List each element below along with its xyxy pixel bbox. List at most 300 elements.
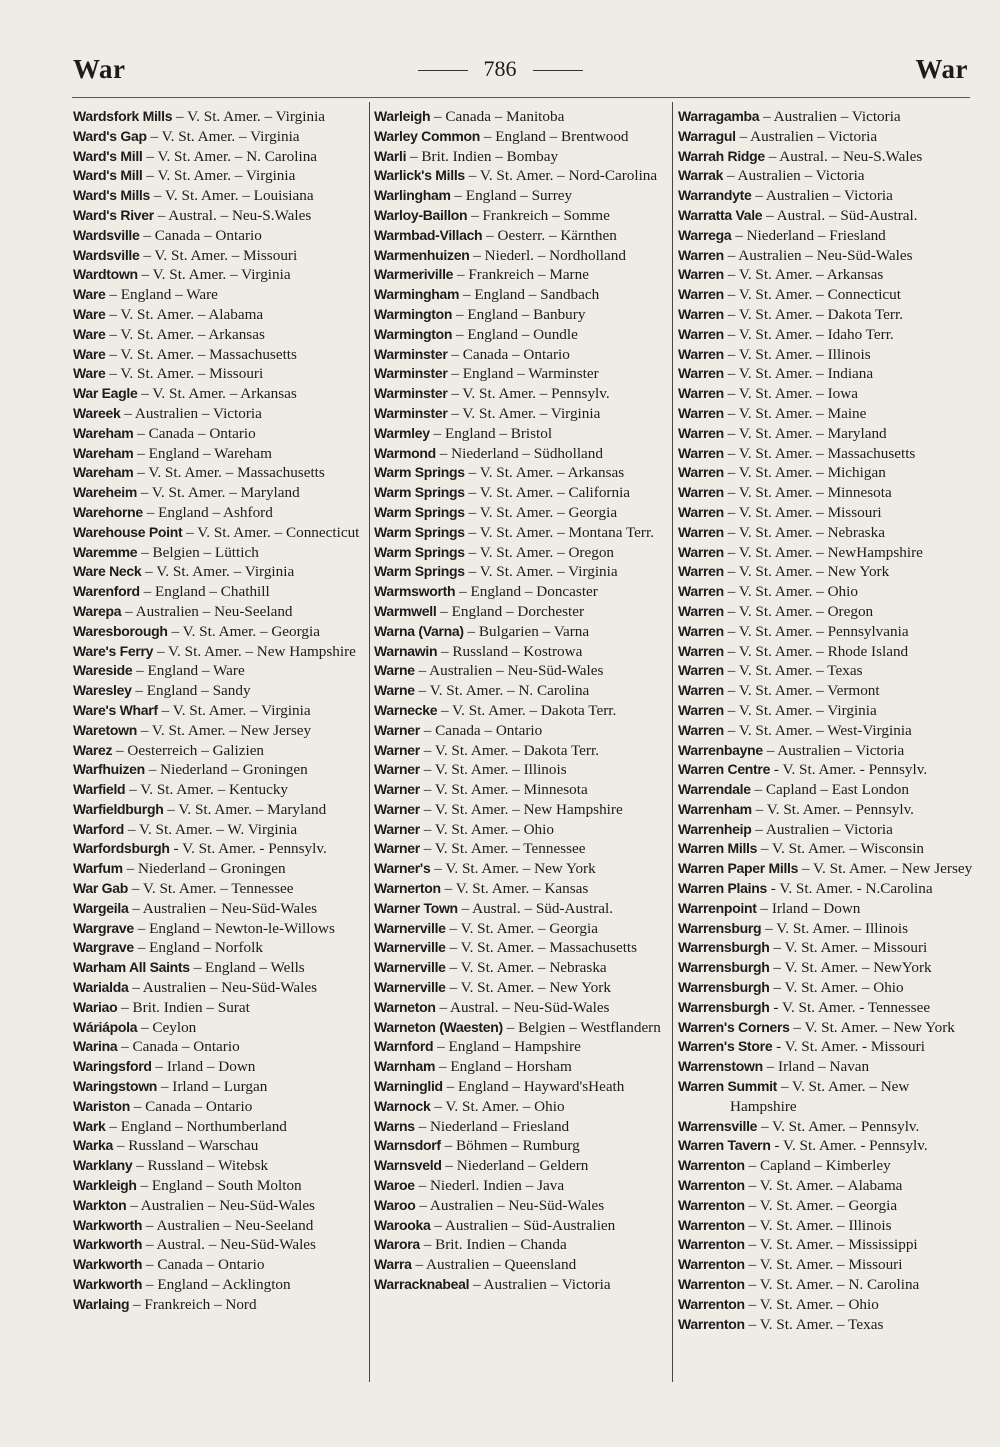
gazetteer-entry [678, 1037, 974, 1057]
gazetteer-entry [73, 622, 369, 642]
entry-headword: Warialda [73, 979, 129, 996]
gazetteer-entry [374, 899, 670, 919]
gazetteer-entry [374, 859, 670, 879]
gazetteer-entry [73, 978, 369, 998]
entry-location: – V. St. Amer. – Maryland [167, 800, 327, 818]
gazetteer-entry [678, 701, 974, 721]
gazetteer-entry [374, 1117, 670, 1137]
entry-location: – V. St. Amer. – Tennessee [423, 840, 586, 858]
entry-location: – V. St. Amer. – Ohio [434, 1097, 565, 1115]
entry-location: – Austral. – Neu-Süd-Wales [145, 1236, 316, 1254]
entry-location: – V. St. Amer. – Dakota Terr. [441, 701, 617, 719]
gazetteer-entry [374, 820, 670, 840]
entry-headword: Wareham [73, 444, 134, 461]
entry-location: - V. St. Amer. - N.Carolina [770, 880, 933, 898]
entry-headword: Warnford [374, 1038, 434, 1055]
gazetteer-entry [678, 1196, 974, 1216]
entry-headword: Warka [73, 1137, 114, 1154]
entry-headword: Warren [678, 305, 724, 322]
entry-location: – Canada – Ontario [451, 345, 570, 363]
entry-location: – Frankreich – Marne [456, 266, 589, 284]
entry-location: – Austral. – Süd-Austral. [461, 899, 614, 917]
entry-headword: Warren's Corners [678, 1018, 790, 1035]
entry-headword: Warratta Vale [678, 206, 763, 223]
entry-headword: Warminster [374, 385, 448, 402]
entry-location: – Irland – Lurgan [160, 1078, 268, 1096]
entry-location: – Niederl. Indien – Java [418, 1177, 565, 1195]
entry-headword: Warli [374, 147, 407, 164]
entry-headword: Warns [374, 1117, 415, 1134]
entry-headword: Warnerville [374, 959, 446, 976]
entry-headword: Warrenton [678, 1256, 745, 1273]
entry-location: - V. St. Amer. - Tennessee [773, 998, 931, 1016]
entry-location: – V. St. Amer. – California [468, 484, 631, 502]
entry-location: – Australien – Neu-Süd-Wales [130, 1196, 315, 1214]
entry-location: – Australien – Neu-Seeland [145, 1216, 314, 1234]
gazetteer-entry [73, 741, 369, 761]
entry-location: – V. St. Amer. – Virginia [176, 108, 326, 125]
entry-headword: Warnerton [374, 880, 441, 897]
gazetteer-entry [73, 265, 369, 285]
gazetteer-entry [678, 345, 974, 365]
entry-location: – Australien – Queensland [415, 1256, 577, 1274]
entry-location: – England – Horsham [438, 1058, 572, 1076]
entry-location: – England – South Molton [140, 1177, 302, 1195]
entry-location: – V. St. Amer. – Pennsylv. [760, 1117, 920, 1135]
gazetteer-entry [678, 305, 974, 325]
entry-headword: Warren [678, 345, 724, 362]
entry-location: – England – Sandbach [462, 286, 600, 304]
entry-location: – England – Ashford [146, 503, 273, 521]
gazetteer-entry [374, 938, 670, 958]
entry-location: – Australien – Neu-Süd-Wales [418, 662, 604, 680]
entry-location: – V. St. Amer. – Ohio [423, 820, 554, 838]
entry-location: – V. St. Amer. – Massachusetts [137, 464, 325, 482]
entry-location: – V. St. Amer. – Dakota Terr. [727, 305, 903, 323]
gazetteer-entry [374, 503, 670, 523]
entry-location: – Canada – Ontario [145, 1256, 265, 1274]
gazetteer-entry [73, 384, 369, 404]
gazetteer-entry [73, 1057, 369, 1077]
entry-headword: Warneton [374, 998, 436, 1015]
column-divider [369, 102, 370, 1382]
gazetteer-entry [374, 1216, 670, 1236]
entry-headword: Wareham [73, 424, 134, 441]
entry-headword: Warneton (Waesten) [374, 1018, 503, 1035]
entry-headword: Wariston [73, 1097, 130, 1114]
entry-location: – V. St. Amer. – New Hampshire [156, 642, 356, 660]
gazetteer-entry [678, 404, 974, 424]
gazetteer-entry [374, 1097, 670, 1117]
entry-location: – V. St. Amer. – Missouri [748, 1256, 903, 1274]
entry-headword: Warmington [374, 305, 453, 322]
gazetteer-entry [374, 463, 670, 483]
gazetteer-entry [374, 800, 670, 820]
entry-location: – Canada – Ontario [423, 721, 543, 739]
entry-headword: Ware's Wharf [73, 701, 158, 718]
entry-headword: Warnham [374, 1058, 436, 1075]
entry-headword: Warrandyte [678, 187, 752, 204]
entry-location: – V. St. Amer. – Illinois [748, 1216, 892, 1234]
entry-headword: Warm Springs [374, 543, 465, 560]
gazetteer-entry [374, 780, 670, 800]
gazetteer-entry [678, 444, 974, 464]
entry-location: – Australien – Neu-Süd-Wales [132, 979, 318, 997]
entry-headword: Warfield [73, 781, 126, 798]
entry-location: – V. St. Amer. – Virginia [727, 701, 877, 719]
entry-headword: Warkleigh [73, 1177, 137, 1194]
gazetteer-entry [678, 938, 974, 958]
entry-location: – V. St. Amer. – Virginia [146, 167, 296, 185]
entry-location: – V. St. Amer. – Ohio [748, 1295, 879, 1313]
gazetteer-entry [374, 1275, 670, 1295]
entry-location: - V. St. Amer. - Pennsylv. [173, 840, 327, 858]
gazetteer-entry [73, 1275, 369, 1295]
entry-location: – V. St. Amer. – Oregon [727, 602, 874, 620]
entry-location: – England – Newton-le-Willows [137, 919, 335, 937]
entry-headword: Warrensburgh [678, 939, 770, 956]
entry-location: – Niederland – Friesland [418, 1117, 570, 1135]
entry-headword: Warmeriville [374, 266, 454, 283]
entry-headword: Warren [678, 246, 724, 263]
entry-headword: Waringstown [73, 1078, 158, 1095]
gazetteer-entry [374, 285, 670, 305]
entry-headword: Wargeila [73, 899, 129, 916]
entry-location: – V. St. Amer. – Massachusetts [109, 345, 297, 363]
entry-headword: Wardtown [73, 266, 138, 283]
entry-location: – Canada – Manitoba [434, 108, 565, 125]
entry-headword: Warrendale [678, 781, 751, 798]
entry-location: – Capland – East London [754, 781, 909, 799]
entry-location: – England – Acklington [145, 1276, 291, 1294]
gazetteer-entry [73, 147, 369, 167]
entry-headword: Warfordsburgh [73, 840, 170, 857]
gazetteer-entry [73, 642, 369, 662]
entry-headword: Warne [374, 682, 415, 699]
gazetteer-entry [678, 820, 974, 840]
entry-headword: Warrah Ridge [678, 147, 765, 164]
gazetteer-entry [73, 1037, 369, 1057]
entry-headword: Warren [678, 484, 724, 501]
entry-headword: Warepa [73, 602, 122, 619]
gazetteer-entry [374, 1136, 670, 1156]
entry-headword: Warkworth [73, 1276, 143, 1293]
entry-location: – V. St. Amer. – Connecticut [727, 286, 901, 304]
entry-headword: Warren Mills [678, 840, 758, 857]
entry-headword: Ware [73, 305, 106, 322]
gazetteer-entry [374, 246, 670, 266]
entry-location: – Australien – Victoria [124, 404, 262, 422]
gazetteer-entry [374, 562, 670, 582]
entry-headword: Warooka [374, 1216, 431, 1233]
gazetteer-entry [678, 107, 974, 127]
gazetteer-entry [374, 701, 670, 721]
column-divider [672, 102, 673, 1382]
entry-headword: Warnock [374, 1097, 431, 1114]
entry-location: – V. St. Amer. – Indiana [727, 365, 874, 383]
entry-headword: Warner's [374, 860, 431, 877]
entry-location: – Canada – Ontario [137, 424, 256, 442]
gazetteer-entry [73, 325, 369, 345]
entry-headword: Ward's Mill [73, 167, 143, 184]
gazetteer-entry [678, 364, 974, 384]
gazetteer-entry [678, 1057, 974, 1077]
gazetteer-entry [374, 424, 670, 444]
entry-headword: Wark [73, 1117, 106, 1134]
gazetteer-entry [374, 1255, 670, 1275]
entry-location: – V. St. Amer. – Louisiana [153, 187, 314, 205]
entry-headword: Warren Summit [678, 1078, 778, 1095]
entry-headword: War Eagle [73, 385, 138, 402]
entry-location: – Brit. Indien – Chanda [423, 1236, 567, 1254]
entry-headword: Wardsville [73, 226, 140, 243]
entry-headword: Warlaing [73, 1295, 130, 1312]
gazetteer-entry [374, 602, 670, 622]
entry-headword: Warfieldburgh [73, 800, 164, 817]
gazetteer-entry [678, 1295, 974, 1315]
entry-location: – V. St. Amer. – Virginia [451, 404, 601, 422]
entry-location: – V. St. Amer. – Georgia [748, 1196, 898, 1214]
entry-headword: Warren [678, 543, 724, 560]
entry-location: – V. St. Amer. – Texas [748, 1315, 884, 1333]
gazetteer-entry [73, 1196, 369, 1216]
entry-headword: Ware [73, 365, 106, 382]
gazetteer-entry [73, 721, 369, 741]
entry-location: - V. St. Amer. - Pennsylv. [773, 761, 928, 779]
entry-headword: Wariao [73, 998, 118, 1015]
entry-location: – Niederland – Groningen [126, 860, 286, 878]
entry-headword: Warren [678, 404, 724, 421]
entry-location: – V. St. Amer. – Missouri [773, 939, 928, 957]
entry-location: – V. St. Amer. – Georgia [449, 919, 598, 937]
gazetteer-entry [73, 1018, 369, 1038]
entry-headword: Warkworth [73, 1216, 143, 1233]
entry-location: – V. St. Amer. – New Hampshire [423, 800, 623, 818]
entry-headword: Warren [678, 662, 724, 679]
entry-headword: Warne [374, 662, 415, 679]
entry-headword: Warrensburgh [678, 998, 770, 1015]
entry-headword: Warren Centre [678, 761, 771, 778]
header-dash-right [533, 70, 583, 71]
gazetteer-entry [678, 206, 974, 226]
entry-headword: Warley Common [374, 127, 481, 144]
entry-headword: Warrensburgh [678, 979, 770, 996]
entry-location: – V. St. Amer. – Arkansas [468, 464, 625, 482]
gazetteer-entry [73, 424, 369, 444]
entry-location: – Oesterreich – Galizien [116, 741, 265, 759]
gazetteer-entry [678, 226, 974, 246]
entry-location: – V. St. Amer. – Kansas [444, 880, 589, 898]
gazetteer-column-3 [678, 107, 974, 1334]
entry-location: – V. St. Amer. – Missouri [727, 503, 882, 521]
gazetteer-entry [678, 978, 974, 998]
entry-headword: Warrensville [678, 1117, 758, 1134]
gazetteer-entry [73, 404, 369, 424]
entry-headword: Warren [678, 424, 724, 441]
gazetteer-entry [73, 582, 369, 602]
entry-headword: Warenford [73, 583, 140, 600]
gazetteer-entry [678, 1176, 974, 1196]
gazetteer-entry [73, 1295, 369, 1315]
entry-location: – V. St. Amer. – Maine [727, 404, 867, 422]
entry-headword: Warna (Varna) [374, 622, 464, 639]
gazetteer-entry [73, 1136, 369, 1156]
entry-headword: Warren's Store [678, 1038, 773, 1055]
gazetteer-entry [374, 166, 670, 186]
entry-headword: Waroo [374, 1196, 416, 1213]
entry-location: – Niederl. – Nordholland [473, 246, 626, 264]
entry-location: – Frankreich – Nord [133, 1295, 257, 1313]
entry-headword: Wareheim [73, 484, 137, 501]
entry-location: – V. St. Amer. – New Jersey [140, 721, 312, 739]
entry-headword: Warren [678, 642, 724, 659]
entry-location: – Frankreich – Somme [471, 206, 610, 224]
gazetteer-entry [678, 839, 974, 859]
gazetteer-entry [374, 978, 670, 998]
gazetteer-entry [374, 345, 670, 365]
entry-headword: Warham All Saints [73, 959, 190, 976]
gazetteer-entry [678, 602, 974, 622]
entry-headword: Warmington [374, 325, 453, 342]
gazetteer-entry [73, 1077, 369, 1097]
gazetteer-entry [678, 523, 974, 543]
entry-location: – V. St. Amer. – Pennsylv. [451, 385, 610, 403]
entry-headword: Warner [374, 840, 420, 857]
gazetteer-entry [374, 760, 670, 780]
entry-headword: Warmley [374, 424, 430, 441]
entry-headword: Warloy-Baillon [374, 206, 468, 223]
gazetteer-entry [374, 1077, 670, 1097]
entry-headword: Warm Springs [374, 523, 465, 540]
entry-location: – V. St. Amer. – Idaho Terr. [727, 325, 894, 343]
gazetteer-entry [73, 681, 369, 701]
entry-headword: Warren [678, 464, 724, 481]
entry-headword: Waremme [73, 543, 138, 560]
gazetteer-entry [678, 166, 974, 186]
entry-location: – V. St. Amer. – N. Carolina [748, 1276, 920, 1294]
entry-location: – V. St. Amer. – Massachusetts [727, 444, 916, 462]
entry-location: – Australien – Neu-Süd-Wales [727, 246, 913, 264]
entry-location: – V. St. Amer. – Illinois [727, 345, 871, 363]
gazetteer-entry [73, 562, 369, 582]
gazetteer-entry [73, 859, 369, 879]
gazetteer-entry [678, 780, 974, 800]
gazetteer-entry [374, 186, 670, 206]
entry-location: – V. St. Amer. – Montana Terr. [468, 523, 654, 541]
gazetteer-entry [678, 622, 974, 642]
entry-location: – Niederland – Groningen [148, 761, 308, 779]
entry-location: – England – Surrey [454, 187, 573, 205]
gazetteer-entry [73, 246, 369, 266]
gazetteer-entry [374, 107, 670, 127]
gazetteer-entry [678, 1275, 974, 1295]
entry-location: – V. St. Amer. – Arkansas [727, 266, 884, 284]
entry-headword: Warkworth [73, 1256, 143, 1273]
entry-headword: Warrenham [678, 800, 752, 817]
gazetteer-entry [374, 523, 670, 543]
gazetteer-entry [678, 127, 974, 147]
gazetteer-entry [374, 1196, 670, 1216]
gazetteer-entry [374, 998, 670, 1018]
entry-headword: Warren [678, 682, 724, 699]
entry-location: – V. St. Amer. – Massachusetts [449, 939, 638, 957]
entry-headword: Warrenton [678, 1295, 745, 1312]
gazetteer-entry [678, 1216, 974, 1236]
entry-headword: Warrenpoint [678, 899, 757, 916]
gazetteer-entry [374, 741, 670, 761]
entry-location: – V. St. Amer. – Oregon [468, 543, 615, 561]
entry-headword: Warora [374, 1236, 420, 1253]
gazetteer-entry [73, 206, 369, 226]
gazetteer-entry [374, 1057, 670, 1077]
entry-headword: Warnsveld [374, 1157, 442, 1174]
entry-headword: Warminster [374, 345, 448, 362]
entry-location: – England – Banbury [455, 305, 586, 323]
entry-location: – V. St. Amer. – Arkansas [109, 325, 265, 343]
entry-location: – Russland – Kostrowa [441, 642, 583, 660]
entry-location: – V. St. Amer. – Nebraska [727, 523, 885, 541]
entry-headword: Warnerville [374, 919, 446, 936]
entry-location: – England – Bristol [433, 424, 553, 442]
entry-headword: Wareham [73, 464, 134, 481]
entry-headword: Warren [678, 721, 724, 738]
entry-location: - V. St. Amer. - Pennsylv. [774, 1137, 928, 1155]
gazetteer-entry [374, 226, 670, 246]
entry-headword: Waresborough [73, 622, 168, 639]
entry-location: – V. St. Amer. – Texas [727, 662, 863, 680]
entry-headword: Warracknabeal [374, 1276, 470, 1293]
gazetteer-entry [73, 958, 369, 978]
entry-location: – Australien – Neu-Süd-Wales [132, 899, 318, 917]
entry-location: – Russland – Witebsk [136, 1157, 269, 1175]
entry-location: – England – Northumberland [109, 1117, 287, 1135]
gazetteer-entry [374, 622, 670, 642]
gazetteer-entry [374, 265, 670, 285]
gazetteer-entry [73, 760, 369, 780]
entry-headword: Ware [73, 286, 106, 303]
entry-headword: Warm Springs [374, 464, 465, 481]
gazetteer-entry [374, 721, 670, 741]
entry-location: – V. St. Amer. – New York [727, 563, 890, 581]
gazetteer-entry [374, 325, 670, 345]
entry-location: – V. St. Amer. – Mississippi [748, 1236, 918, 1254]
entry-headword: Warren Paper Mills [678, 860, 799, 877]
gazetteer-entry [73, 998, 369, 1018]
entry-headword: Warren [678, 602, 724, 619]
entry-location: – V. St. Amer. – New York [434, 860, 596, 878]
entry-location: – V. St. Amer. – Alabama [748, 1177, 903, 1195]
gazetteer-entry [678, 463, 974, 483]
entry-location: – Ceylon [141, 1018, 197, 1036]
entry-location: – Brit. Indien – Bombay [410, 147, 559, 165]
entry-location: – V. St. Amer. – N. Carolina [418, 682, 590, 700]
entry-location: – England – Norfolk [137, 939, 263, 957]
gazetteer-entry [678, 1077, 974, 1117]
entry-location: – Austral. – Süd-Austral. [766, 206, 918, 224]
gazetteer-entry [678, 958, 974, 978]
gazetteer-entry [374, 127, 670, 147]
entry-location: – Australien – Victoria [726, 167, 865, 185]
gazetteer-entry [374, 958, 670, 978]
entry-location: - V. St. Amer. - Missouri [776, 1038, 925, 1056]
entry-location: – V. St. Amer. – Virginia [150, 127, 300, 145]
entry-location: – V. St. Amer. – Ohio [773, 979, 904, 997]
entry-location: – England – Chathill [143, 583, 270, 601]
entry-location: – V. St. Amer. – New York [793, 1018, 955, 1036]
entry-location: – V. St. Amer. – Michigan [727, 464, 886, 482]
entry-location: – Russland – Warschau [116, 1137, 259, 1155]
entry-location: – Brit. Indien – Surat [121, 998, 250, 1016]
